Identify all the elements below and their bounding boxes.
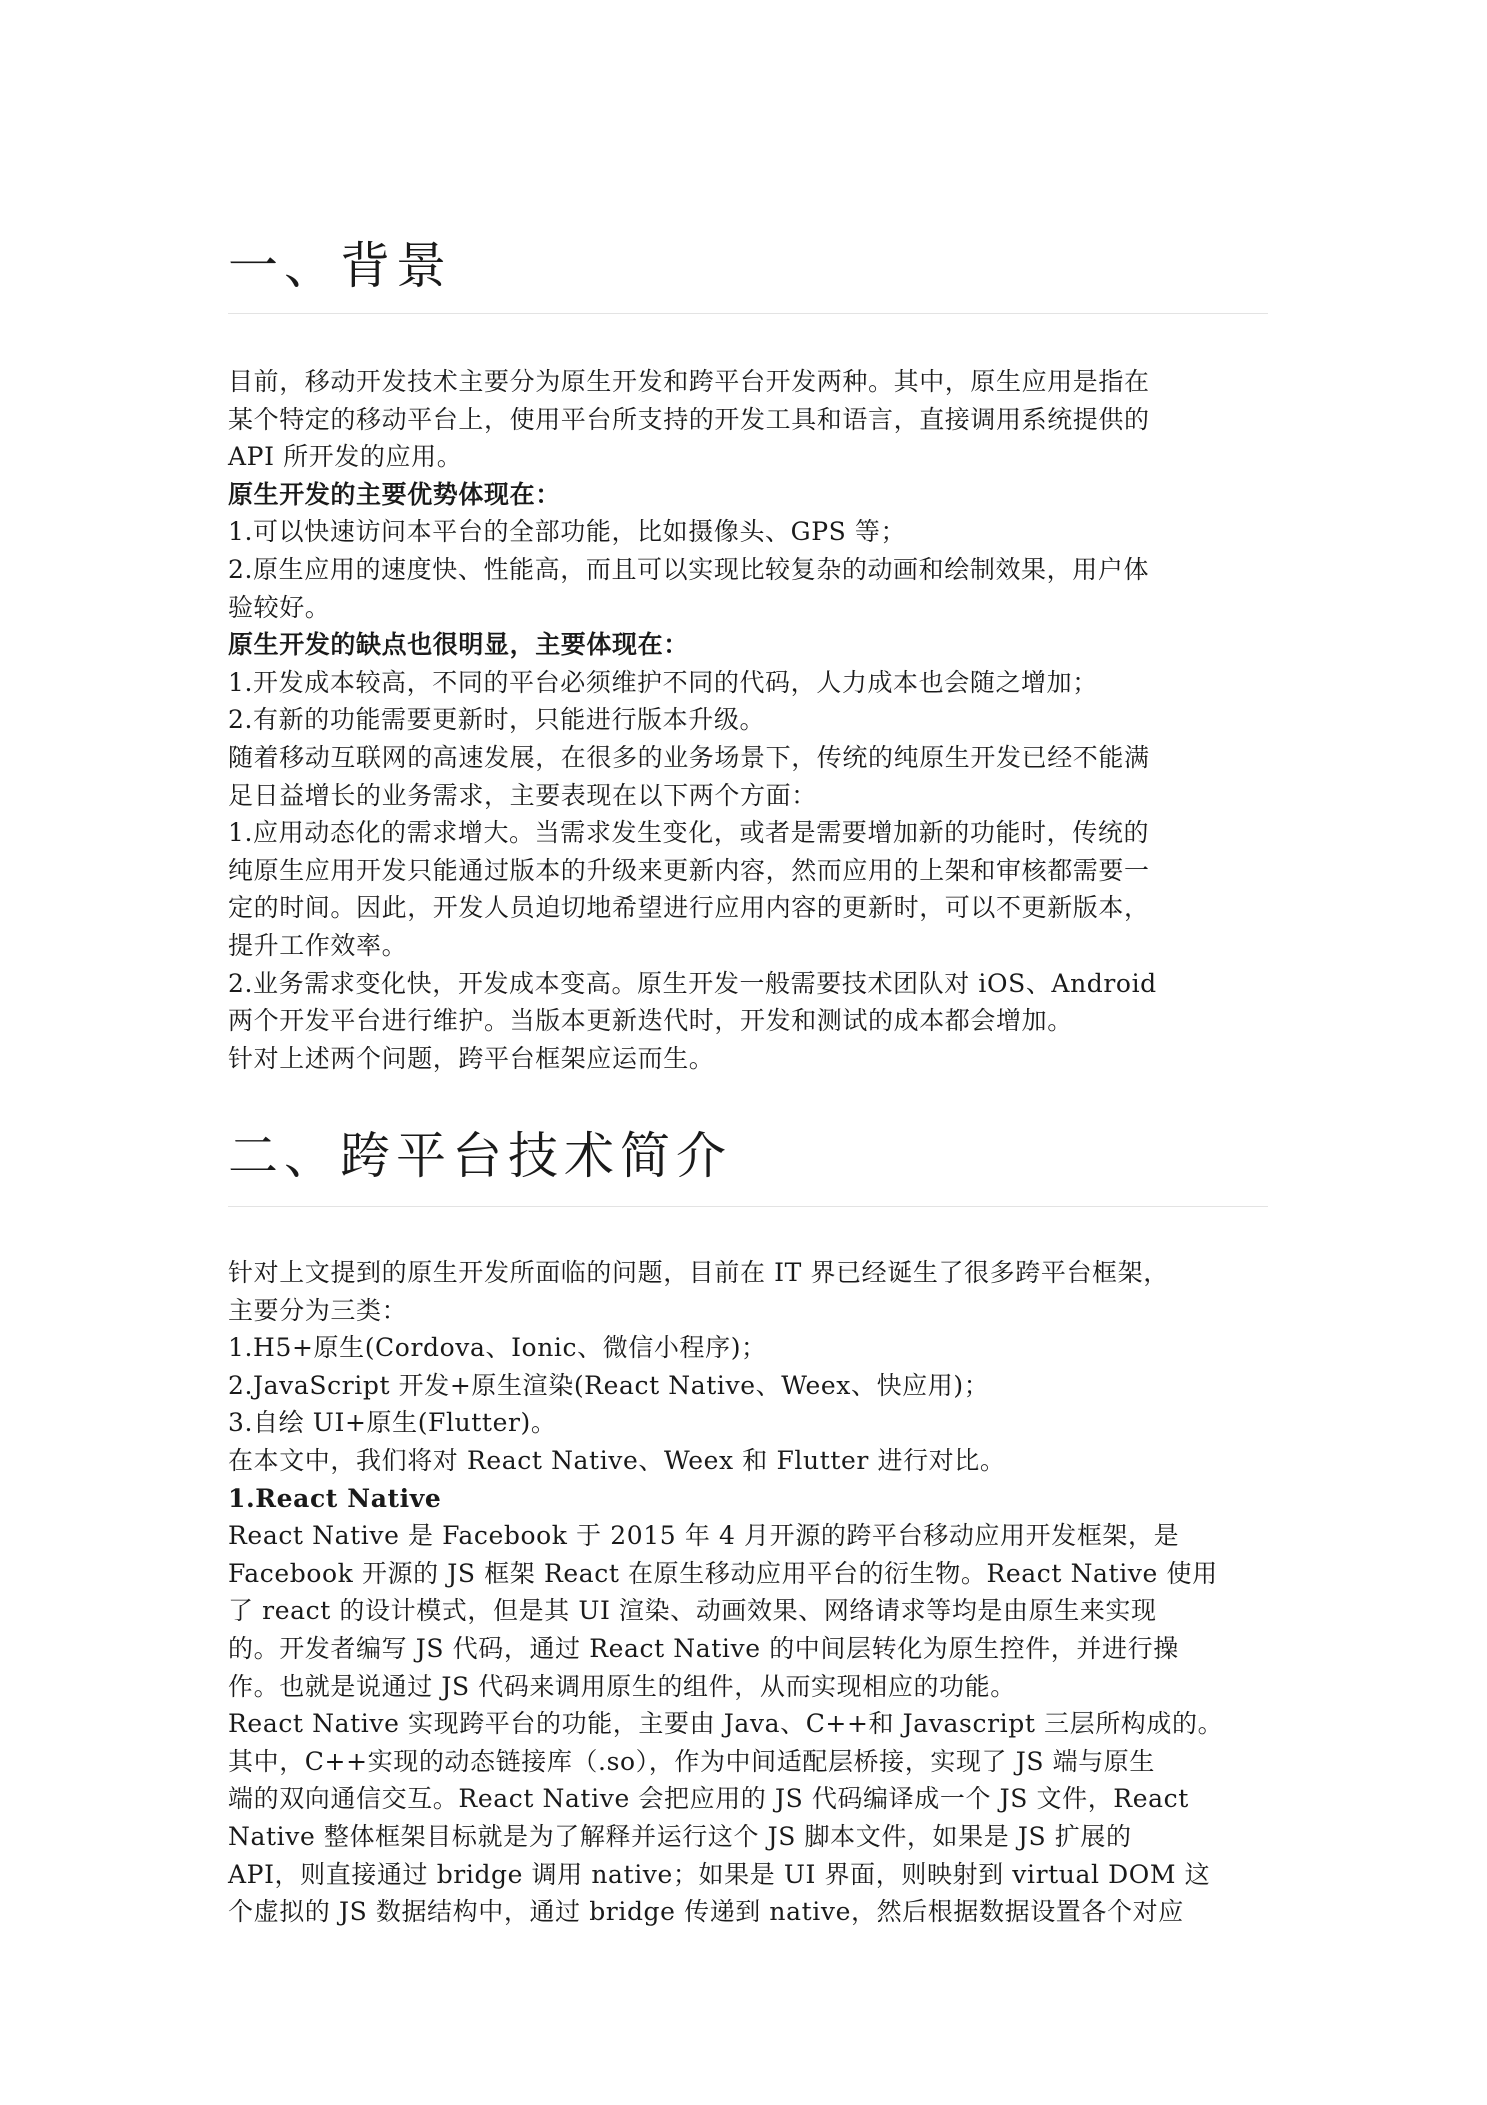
paragraph-line: API 所开发的应用。 — [228, 442, 463, 472]
paragraph-line: 1.H5+原生(Cordova、Ionic、微信小程序)； — [228, 1333, 767, 1363]
paragraph-line: 个虚拟的 JS 数据结构中，通过 bridge 传递到 native，然后根据数据设置各个对应 — [228, 1897, 1184, 1927]
paragraph-line: 2.JavaScript 开发+原生渲染(React Native、Weex、快应用)； — [228, 1370, 990, 1400]
heading-divider — [228, 1206, 1268, 1207]
paragraph-line: 1.应用动态化的需求增大。当需求发生变化，或者是需要增加新的功能时，传统的 — [228, 818, 1150, 848]
paragraph-line: 针对上述两个问题，跨平台框架应运而生。 — [228, 1043, 715, 1073]
section-body-cross-platform — [228, 1254, 1223, 1931]
paragraph-line: 两个开发平台进行维护。当版本更新迭代时，开发和测试的成本都会增加。 — [228, 1006, 1073, 1036]
paragraph-line: React Native 是 Facebook 于 2015 年 4 月开源的跨平台移动应用开发框架，是 — [228, 1521, 1180, 1551]
paragraph-line: 2.原生应用的速度快、性能高，而且可以实现比较复杂的动画和绘制效果，用户体 — [228, 554, 1150, 584]
paragraph-line: Native 整体框架目标就是为了解释并运行这个 JS 脚本文件，如果是 JS 扩展的 — [228, 1821, 1132, 1851]
paragraph-line: API，则直接通过 bridge 调用 native；如果是 UI 界面，则映射到 virtual DOM 这 — [228, 1859, 1211, 1889]
paragraph-line: 纯原生应用开发只能通过版本的升级来更新内容，然而应用的上架和审核都需要一 — [228, 855, 1150, 885]
paragraph-line: 1.可以快速访问本平台的全部功能，比如摄像头、GPS 等； — [228, 517, 907, 547]
paragraph-line: 提升工作效率。 — [228, 930, 408, 960]
paragraph-line: React Native 实现跨平台的功能，主要由 Java、C++和 Javascript 三层所构成的。 — [228, 1709, 1224, 1739]
paragraph-subheading: 1.React Native — [228, 1483, 442, 1513]
paragraph-line: 作。也就是说通过 JS 代码来调用原生的组件，从而实现相应的功能。 — [228, 1671, 1016, 1701]
paragraph-line: 目前，移动开发技术主要分为原生开发和跨平台开发两种。其中，原生应用是指在 — [228, 367, 1150, 396]
paragraph-line: 针对上文提到的原生开发所面临的问题，目前在 IT 界已经诞生了很多跨平台框架， — [228, 1258, 1169, 1287]
paragraph-subheading: 原生开发的缺点也很明显，主要体现在： — [228, 630, 689, 660]
section-heading-background: 一、背景 — [228, 237, 452, 295]
paragraph-line: 端的双向通信交互。React Native 会把应用的 JS 代码编译成一个 JS 文件，React — [228, 1784, 1189, 1814]
paragraph-line: 2.有新的功能需要更新时，只能进行版本升级。 — [228, 705, 766, 735]
paragraph-line: 验较好。 — [228, 592, 331, 622]
paragraph-line: Facebook 开源的 JS 框架 React 在原生移动应用平台的衍生物。React Native 使用 — [228, 1558, 1218, 1588]
paragraph-line: 足日益增长的业务需求，主要表现在以下两个方面： — [228, 780, 817, 810]
paragraph-line: 了 react 的设计模式，但是其 UI 渲染、动画效果、网络请求等均是由原生来实现 — [228, 1596, 1157, 1626]
paragraph-line: 在本文中，我们将对 React Native、Weex 和 Flutter 进行对比。 — [228, 1445, 1006, 1475]
section-body-background — [228, 363, 1157, 1077]
section-heading-cross-platform: 二、跨平台技术简介 — [228, 1127, 732, 1185]
paragraph-line: 定的时间。因此，开发人员迫切地希望进行应用内容的更新时，可以不更新版本， — [228, 893, 1150, 923]
paragraph-line: 其中，C++实现的动态链接库（.so），作为中间适配层桥接，实现了 JS 端与原生 — [228, 1746, 1155, 1776]
paragraph-line: 1.开发成本较高，不同的平台必须维护不同的代码，人力成本也会随之增加； — [228, 667, 1098, 697]
paragraph-line: 随着移动互联网的高速发展，在很多的业务场景下，传统的纯原生开发已经不能满 — [228, 742, 1150, 772]
paragraph-line: 主要分为三类： — [228, 1295, 408, 1325]
paragraph-subheading: 原生开发的主要优势体现在： — [228, 479, 561, 509]
paragraph-line: 某个特定的移动平台上，使用平台所支持的开发工具和语言，直接调用系统提供的 — [228, 404, 1150, 434]
heading-divider — [228, 313, 1268, 314]
paragraph-line: 3.自绘 UI+原生(Flutter)。 — [228, 1408, 557, 1438]
paragraph-line: 2.业务需求变化快，开发成本变高。原生开发一般需要技术团队对 iOS、Android — [228, 968, 1157, 998]
paragraph-line: 的。开发者编写 JS 代码，通过 React Native 的中间层转化为原生控件，并进行操 — [228, 1633, 1179, 1663]
